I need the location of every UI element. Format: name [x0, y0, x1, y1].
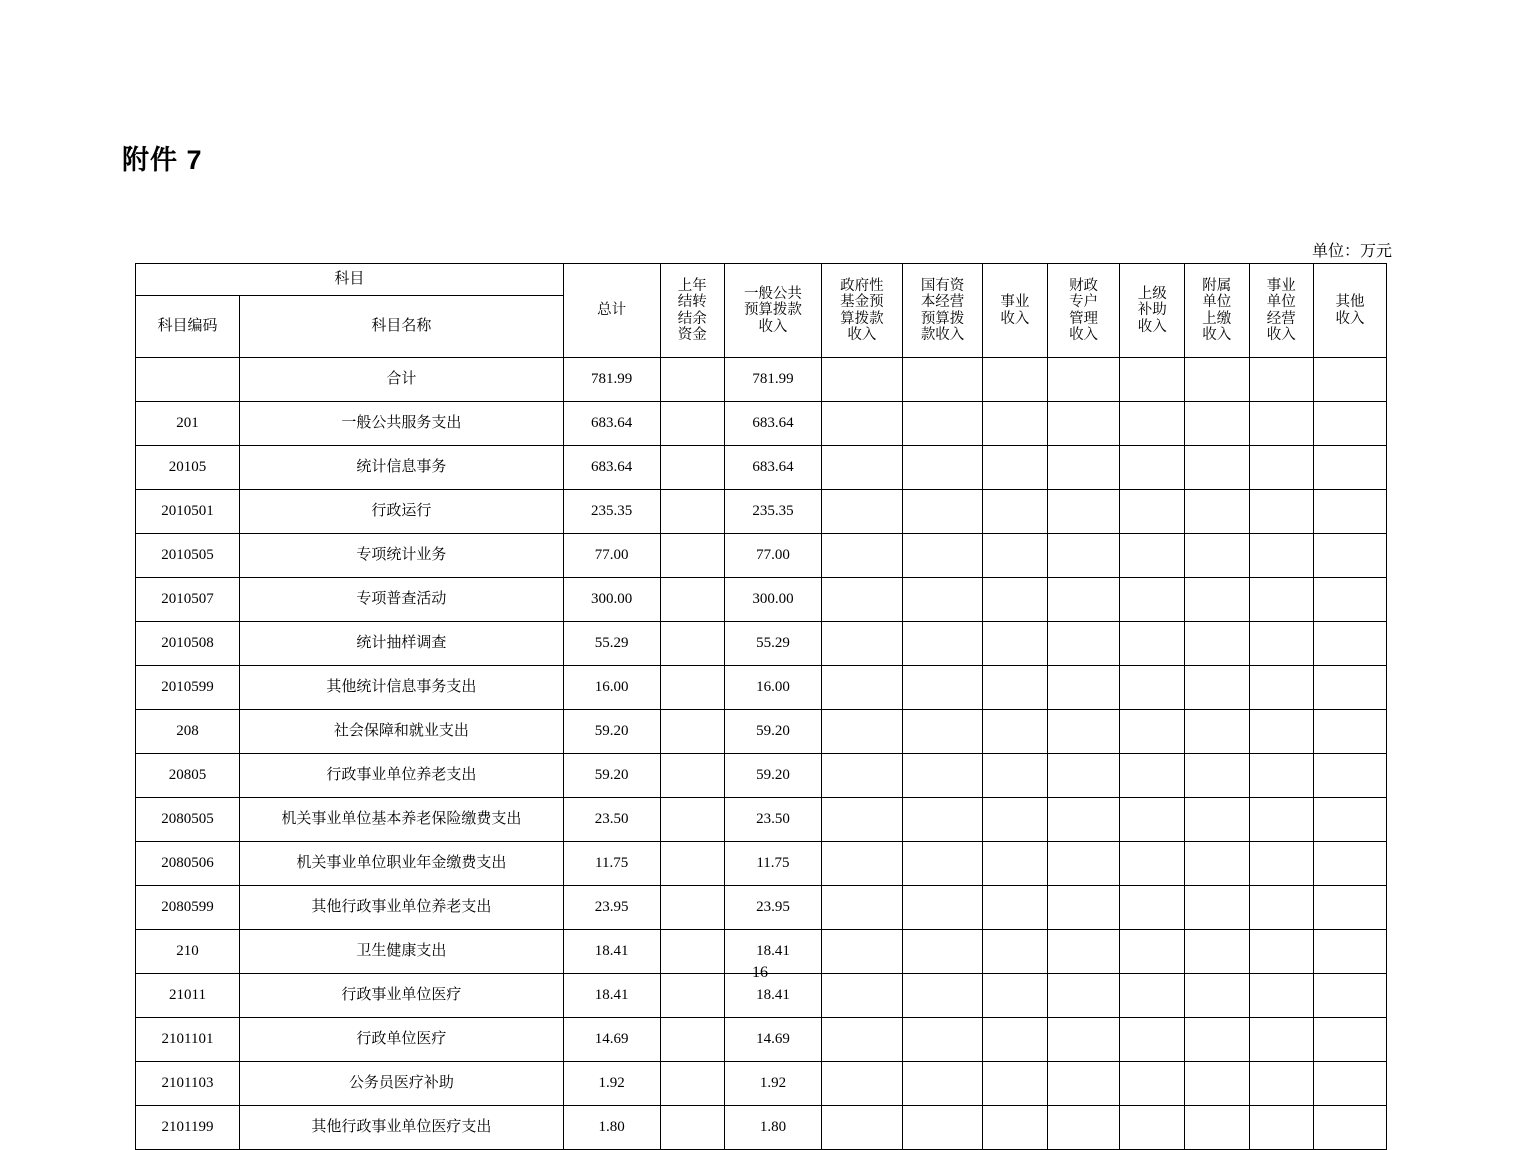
cell-other [1314, 578, 1387, 622]
cell-affiliated_remit [1185, 754, 1250, 798]
cell-gov_fund [821, 622, 902, 666]
cell-institution_biz [1249, 446, 1314, 490]
cell-other [1314, 1018, 1387, 1062]
cell-subject-name: 其他行政事业单位养老支出 [240, 886, 564, 930]
header-gov-fund-line1: 政府性 [840, 278, 884, 295]
cell-subject-name: 机关事业单位职业年金缴费支出 [240, 842, 564, 886]
cell-general_budget: 23.50 [725, 798, 822, 842]
cell-carryover [660, 710, 725, 754]
cell-subject-name: 其他统计信息事务支出 [240, 666, 564, 710]
cell-subject-code: 210 [136, 930, 240, 974]
cell-subject-code: 2010507 [136, 578, 240, 622]
header-fiscal-account-line2: 专户 [1069, 294, 1099, 311]
cell-affiliated_remit [1185, 886, 1250, 930]
header-group-subject: 科目 [136, 264, 564, 296]
header-affiliated-remit-line3: 上缴 [1202, 310, 1232, 327]
cell-total: 18.41 [563, 974, 660, 1018]
cell-gov_fund [821, 710, 902, 754]
header-affiliated-remit-line2: 单位 [1202, 294, 1232, 311]
cell-institution [983, 710, 1048, 754]
cell-affiliated_remit [1185, 1106, 1250, 1150]
cell-institution_biz [1249, 754, 1314, 798]
header-superior-subsidy [1120, 264, 1185, 358]
cell-general_budget: 59.20 [725, 710, 822, 754]
header-carryover-line2: 结转 [677, 294, 707, 311]
cell-other [1314, 710, 1387, 754]
header-carryover-line3: 结余 [677, 310, 707, 327]
cell-institution_biz [1249, 402, 1314, 446]
cell-subject-code: 2010599 [136, 666, 240, 710]
cell-other [1314, 798, 1387, 842]
table-row [136, 534, 1387, 578]
header-gov-fund [821, 264, 902, 358]
table-row [136, 842, 1387, 886]
header-state-capital [903, 264, 983, 358]
cell-institution_biz [1249, 666, 1314, 710]
cell-total: 16.00 [563, 666, 660, 710]
header-general-budget-line1: 一般公共 [743, 286, 802, 303]
cell-state_capital [903, 622, 983, 666]
cell-subject-name: 一般公共服务支出 [240, 402, 564, 446]
cell-carryover [660, 842, 725, 886]
cell-superior_subsidy [1120, 534, 1185, 578]
header-fiscal-account-line1: 财政 [1069, 278, 1099, 295]
cell-general_budget: 1.80 [725, 1106, 822, 1150]
cell-affiliated_remit [1185, 490, 1250, 534]
cell-institution_biz [1249, 710, 1314, 754]
header-gov-fund-line2: 基金预 [840, 294, 884, 311]
cell-gov_fund [821, 666, 902, 710]
cell-affiliated_remit [1185, 446, 1250, 490]
table-row [136, 798, 1387, 842]
cell-gov_fund [821, 1106, 902, 1150]
cell-subject-name: 机关事业单位基本养老保险缴费支出 [240, 798, 564, 842]
cell-total: 11.75 [563, 842, 660, 886]
cell-total: 235.35 [563, 490, 660, 534]
cell-general_budget: 300.00 [725, 578, 822, 622]
cell-other [1314, 358, 1387, 402]
cell-total: 1.92 [563, 1062, 660, 1106]
table-row [136, 1018, 1387, 1062]
cell-total: 14.69 [563, 1018, 660, 1062]
cell-subject-name: 行政事业单位养老支出 [240, 754, 564, 798]
header-institution-biz-line2: 单位 [1266, 294, 1296, 311]
cell-general_budget: 55.29 [725, 622, 822, 666]
cell-affiliated_remit [1185, 578, 1250, 622]
header-fiscal-account [1047, 264, 1120, 358]
cell-fiscal_account [1047, 1106, 1120, 1150]
header-institution-biz-line3: 经营 [1266, 310, 1296, 327]
header-affiliated-remit-line4: 收入 [1202, 326, 1232, 343]
cell-gov_fund [821, 446, 902, 490]
cell-gov_fund [821, 886, 902, 930]
cell-other [1314, 446, 1387, 490]
header-carryover-line1: 上年 [677, 278, 707, 295]
cell-other [1314, 886, 1387, 930]
cell-total: 23.50 [563, 798, 660, 842]
cell-state_capital [903, 666, 983, 710]
cell-carryover [660, 798, 725, 842]
header-institution-biz-line1: 事业 [1266, 278, 1296, 295]
budget-table [135, 263, 1387, 1150]
cell-superior_subsidy [1120, 1018, 1185, 1062]
cell-subject-code: 2010505 [136, 534, 240, 578]
table-row [136, 402, 1387, 446]
header-state-capital-line1: 国有资 [920, 278, 965, 295]
cell-affiliated_remit [1185, 1062, 1250, 1106]
header-other-income-line2: 收入 [1335, 310, 1365, 327]
cell-institution [983, 578, 1048, 622]
cell-general_budget: 235.35 [725, 490, 822, 534]
cell-subject-name: 行政运行 [240, 490, 564, 534]
cell-superior_subsidy [1120, 402, 1185, 446]
cell-affiliated_remit [1185, 842, 1250, 886]
cell-institution [983, 622, 1048, 666]
cell-carryover [660, 1062, 725, 1106]
cell-superior_subsidy [1120, 666, 1185, 710]
cell-total: 300.00 [563, 578, 660, 622]
cell-state_capital [903, 1106, 983, 1150]
cell-fiscal_account [1047, 622, 1120, 666]
header-institution-biz-line4: 收入 [1266, 326, 1296, 343]
cell-subject-code: 2101101 [136, 1018, 240, 1062]
cell-fiscal_account [1047, 1018, 1120, 1062]
header-gov-fund-line4: 收入 [847, 326, 877, 343]
cell-other [1314, 754, 1387, 798]
cell-subject-code: 2101103 [136, 1062, 240, 1106]
cell-state_capital [903, 402, 983, 446]
cell-subject-code: 2080505 [136, 798, 240, 842]
header-other-income-line1: 其他 [1335, 294, 1365, 311]
cell-fiscal_account [1047, 446, 1120, 490]
cell-other [1314, 1062, 1387, 1106]
cell-institution [983, 358, 1048, 402]
table-body [136, 358, 1387, 1150]
header-institution-income [983, 264, 1048, 358]
cell-affiliated_remit [1185, 1018, 1250, 1062]
cell-carryover [660, 1106, 725, 1150]
cell-affiliated_remit [1185, 710, 1250, 754]
cell-superior_subsidy [1120, 622, 1185, 666]
cell-state_capital [903, 710, 983, 754]
cell-gov_fund [821, 798, 902, 842]
cell-subject-name: 公务员医疗补助 [240, 1062, 564, 1106]
cell-fiscal_account [1047, 534, 1120, 578]
cell-institution_biz [1249, 1106, 1314, 1150]
cell-gov_fund [821, 754, 902, 798]
cell-general_budget: 683.64 [725, 446, 822, 490]
cell-superior_subsidy [1120, 490, 1185, 534]
header-superior-subsidy-line2: 补助 [1137, 302, 1167, 319]
cell-subject-name: 统计抽样调查 [240, 622, 564, 666]
cell-institution [983, 1062, 1048, 1106]
table-row [136, 886, 1387, 930]
cell-total: 18.41 [563, 930, 660, 974]
cell-fiscal_account [1047, 578, 1120, 622]
cell-total: 781.99 [563, 358, 660, 402]
header-carryover-line4: 资金 [677, 326, 707, 343]
cell-affiliated_remit [1185, 358, 1250, 402]
cell-gov_fund [821, 358, 902, 402]
cell-institution_biz [1249, 622, 1314, 666]
cell-superior_subsidy [1120, 754, 1185, 798]
cell-fiscal_account [1047, 490, 1120, 534]
header-state-capital-line4: 款收入 [920, 326, 965, 343]
table-row [136, 1106, 1387, 1150]
cell-fiscal_account [1047, 754, 1120, 798]
table-header [136, 264, 1387, 358]
cell-subject-code: 20805 [136, 754, 240, 798]
cell-fiscal_account [1047, 402, 1120, 446]
table-row [136, 490, 1387, 534]
cell-subject-name: 合计 [240, 358, 564, 402]
cell-institution [983, 402, 1048, 446]
cell-subject-code: 20105 [136, 446, 240, 490]
cell-subject-name: 专项统计业务 [240, 534, 564, 578]
cell-institution_biz [1249, 1018, 1314, 1062]
cell-institution_biz [1249, 1062, 1314, 1106]
header-general-budget-line2: 预算拨款 [743, 302, 802, 319]
header-superior-subsidy-line1: 上级 [1137, 286, 1167, 303]
cell-subject-code: 2080599 [136, 886, 240, 930]
cell-state_capital [903, 490, 983, 534]
cell-subject-name: 卫生健康支出 [240, 930, 564, 974]
cell-total: 59.20 [563, 754, 660, 798]
cell-subject-code: 208 [136, 710, 240, 754]
header-subject-name: 科目名称 [240, 296, 564, 358]
cell-carryover [660, 534, 725, 578]
page-number: 16 [752, 964, 768, 981]
cell-other [1314, 666, 1387, 710]
cell-institution_biz [1249, 534, 1314, 578]
cell-fiscal_account [1047, 842, 1120, 886]
cell-total: 77.00 [563, 534, 660, 578]
cell-gov_fund [821, 578, 902, 622]
cell-subject-name: 专项普查活动 [240, 578, 564, 622]
cell-general_budget: 16.00 [725, 666, 822, 710]
cell-other [1314, 622, 1387, 666]
cell-subject-code: 2080506 [136, 842, 240, 886]
header-superior-subsidy-line3: 收入 [1137, 318, 1167, 335]
header-fiscal-account-line3: 管理 [1069, 310, 1099, 327]
cell-institution [983, 886, 1048, 930]
cell-general_budget: 781.99 [725, 358, 822, 402]
cell-affiliated_remit [1185, 534, 1250, 578]
cell-institution [983, 490, 1048, 534]
cell-general_budget: 11.75 [725, 842, 822, 886]
cell-subject-name: 其他行政事业单位医疗支出 [240, 1106, 564, 1150]
cell-other [1314, 534, 1387, 578]
page-title: 附件 7 [122, 145, 203, 175]
cell-subject-code [136, 358, 240, 402]
cell-superior_subsidy [1120, 798, 1185, 842]
table-row [136, 710, 1387, 754]
cell-general_budget: 14.69 [725, 1018, 822, 1062]
cell-superior_subsidy [1120, 842, 1185, 886]
cell-subject-code: 21011 [136, 974, 240, 1018]
cell-state_capital [903, 446, 983, 490]
cell-general_budget: 18.41 [725, 974, 822, 1018]
cell-carryover [660, 490, 725, 534]
table-row [136, 622, 1387, 666]
header-state-capital-line3: 预算拨 [920, 310, 965, 327]
cell-institution_biz [1249, 358, 1314, 402]
cell-fiscal_account [1047, 798, 1120, 842]
cell-superior_subsidy [1120, 886, 1185, 930]
cell-carryover [660, 886, 725, 930]
table-row [136, 578, 1387, 622]
cell-institution_biz [1249, 578, 1314, 622]
cell-state_capital [903, 798, 983, 842]
cell-gov_fund [821, 534, 902, 578]
cell-carryover [660, 1018, 725, 1062]
cell-other [1314, 490, 1387, 534]
cell-institution [983, 534, 1048, 578]
cell-fiscal_account [1047, 1062, 1120, 1106]
cell-other [1314, 402, 1387, 446]
cell-carryover [660, 446, 725, 490]
cell-carryover [660, 358, 725, 402]
cell-superior_subsidy [1120, 1062, 1185, 1106]
cell-state_capital [903, 886, 983, 930]
header-institution-income-line2: 收入 [1000, 310, 1030, 327]
cell-state_capital [903, 578, 983, 622]
cell-institution [983, 1018, 1048, 1062]
cell-institution [983, 446, 1048, 490]
cell-subject-name: 行政事业单位医疗 [240, 974, 564, 1018]
header-general-budget-line3: 收入 [758, 318, 788, 335]
cell-carryover [660, 622, 725, 666]
cell-affiliated_remit [1185, 666, 1250, 710]
header-institution-income-line1: 事业 [1000, 294, 1030, 311]
cell-general_budget: 1.92 [725, 1062, 822, 1106]
cell-superior_subsidy [1120, 578, 1185, 622]
table-row [136, 1062, 1387, 1106]
cell-subject-name: 社会保障和就业支出 [240, 710, 564, 754]
table-row [136, 446, 1387, 490]
cell-gov_fund [821, 402, 902, 446]
cell-subject-code: 2101199 [136, 1106, 240, 1150]
table-row [136, 358, 1387, 402]
cell-superior_subsidy [1120, 358, 1185, 402]
cell-general_budget: 77.00 [725, 534, 822, 578]
cell-affiliated_remit [1185, 402, 1250, 446]
cell-state_capital [903, 1062, 983, 1106]
cell-total: 683.64 [563, 446, 660, 490]
cell-institution [983, 1106, 1048, 1150]
cell-other [1314, 842, 1387, 886]
cell-institution_biz [1249, 490, 1314, 534]
cell-institution_biz [1249, 798, 1314, 842]
cell-superior_subsidy [1120, 1106, 1185, 1150]
cell-gov_fund [821, 490, 902, 534]
table-row [136, 666, 1387, 710]
cell-affiliated_remit [1185, 622, 1250, 666]
header-row-top [136, 264, 1387, 296]
cell-total: 23.95 [563, 886, 660, 930]
unit-note: 单位：万元 [1311, 243, 1392, 260]
cell-carryover [660, 402, 725, 446]
cell-carryover [660, 666, 725, 710]
cell-total: 55.29 [563, 622, 660, 666]
cell-institution_biz [1249, 842, 1314, 886]
cell-institution [983, 798, 1048, 842]
cell-gov_fund [821, 1018, 902, 1062]
header-fiscal-account-line4: 收入 [1069, 326, 1099, 343]
header-carryover [660, 264, 725, 358]
cell-general_budget: 683.64 [725, 402, 822, 446]
cell-fiscal_account [1047, 710, 1120, 754]
cell-other [1314, 1106, 1387, 1150]
header-state-capital-line2: 本经营 [920, 294, 965, 311]
cell-subject-name: 统计信息事务 [240, 446, 564, 490]
header-affiliated-remit-line1: 附属 [1202, 278, 1232, 295]
cell-gov_fund [821, 842, 902, 886]
cell-subject-name: 行政单位医疗 [240, 1018, 564, 1062]
header-general-budget [725, 264, 822, 358]
cell-subject-code: 2010501 [136, 490, 240, 534]
header-gov-fund-line3: 算拨款 [840, 310, 884, 327]
cell-fiscal_account [1047, 886, 1120, 930]
cell-carryover [660, 578, 725, 622]
cell-superior_subsidy [1120, 710, 1185, 754]
header-institution-biz [1249, 264, 1314, 358]
cell-general_budget: 59.20 [725, 754, 822, 798]
cell-general_budget: 18.41 [725, 930, 822, 974]
cell-total: 683.64 [563, 402, 660, 446]
cell-total: 1.80 [563, 1106, 660, 1150]
cell-subject-code: 201 [136, 402, 240, 446]
budget-table-container [135, 263, 1387, 1150]
cell-total: 59.20 [563, 710, 660, 754]
cell-institution [983, 842, 1048, 886]
header-subject-code: 科目编码 [136, 296, 240, 358]
cell-state_capital [903, 1018, 983, 1062]
cell-institution [983, 666, 1048, 710]
cell-institution [983, 754, 1048, 798]
cell-general_budget: 23.95 [725, 886, 822, 930]
cell-fiscal_account [1047, 666, 1120, 710]
header-affiliated-remit [1185, 264, 1250, 358]
cell-gov_fund [821, 1062, 902, 1106]
table-row [136, 754, 1387, 798]
cell-superior_subsidy [1120, 446, 1185, 490]
cell-fiscal_account [1047, 358, 1120, 402]
cell-affiliated_remit [1185, 798, 1250, 842]
cell-state_capital [903, 842, 983, 886]
cell-institution_biz [1249, 886, 1314, 930]
header-total: 总计 [563, 264, 660, 358]
cell-state_capital [903, 358, 983, 402]
cell-state_capital [903, 534, 983, 578]
cell-carryover [660, 754, 725, 798]
header-other-income [1314, 264, 1387, 358]
cell-state_capital [903, 754, 983, 798]
cell-subject-code: 2010508 [136, 622, 240, 666]
